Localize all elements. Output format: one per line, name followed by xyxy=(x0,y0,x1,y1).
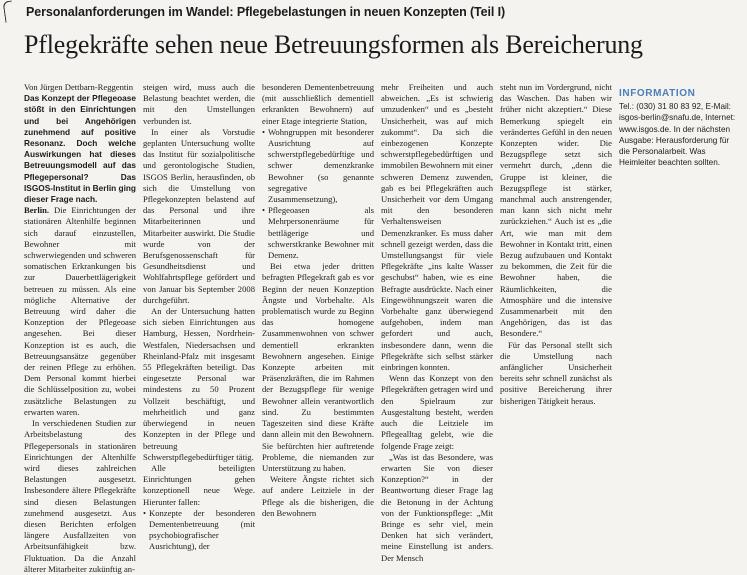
paragraph: steht nun im Vordergrund, nicht das Waschen. Das haben wir früher nicht akzeptiert.“ Diese Bemerkung spiegelt ein verändertes Gefühl in den neuen Konzepten wider. Die Bezugspflege setzt sich vermehrt durch, „denn die Gruppe ist kleiner, die Bezugspflege ist stärker, manchmal auch anstrengender, man kann sich nicht mehr zurückziehen.“ Auch ist es „die Art, wie man mit dem Bewohner in Kontakt tritt, einen Bezug aufzubauen und Kontakt zu bekommen, die Zeit für die Bewohner haben, die Räumlichkeiten, die Atmosphäre und die intensive Zusammenarbeit mit den Angehörigen, das ist das Besondere.“ xyxy=(500,82,612,339)
paragraph: besonderen Dementenbetreuung (mit ausschließlich dementiell erkrankten Bewohnern) auf einer Etage integrierte Station, xyxy=(262,82,374,126)
list-item: • Konzepte der besonderen Dementenbetreuung (mit psychobiografischer Ausrichtung), der xyxy=(143,508,255,553)
paragraph: Weitere Ängste richtet sich auf andere Leitziele in der Pflege als die bisherigen, die den Bewohnern xyxy=(262,474,374,518)
paragraph: Für das Personal stellt sich die Umstellung nach anfänglicher Unsicherheit bereits sehr schnell zunächst als positive Bereicherung ihrer bisherigen Tätigkeit heraus. xyxy=(500,339,612,406)
list-item: • Pflegeoasen als Mehrpersonenräume für bettlägerige und schwerstkranke Bewohner mit Demenz. xyxy=(262,205,374,261)
info-body: Tel.: (030) 31 80 83 92, E-Mail: isgos-berlin@snafu.de, Internet: www.isgos.de. In der nächsten Ausgabe: Herausforderung für die Personalarbeit. Was Heimleiter beachten sollten. xyxy=(619,102,736,168)
kicker-line: Personalanforderungen im Wandel: Pflegebelastungen in neuen Konzepten (Teil I) xyxy=(26,5,506,19)
list-item: • Wohngruppen mit besonderer Ausrichtung auf schwerstpflegebedürftige und schwer demenzkranke Bewohner (so genannte segregative Zusammensetzung), xyxy=(262,127,374,205)
paragraph: mehr Freiheiten und auch abweichen. „Es ist schwierig umzudenken“ und es „besteht Unsicherheit, was auf mich zukommt“. Da sich die einbezogenen Konzepte schwerstpflegebedürftigen und immobilen Bewohnern mit einer schweren Demenz zuwenden, gab es bei Pflegekräften auch Unsicherheit vor dem Umgang mit den besonderen Verhaltensweisen Demenzkranker. Es muss daher schnell gezeigt werden, dass die Umstellungsangst für viele Pflegekräfte „ins kalte Wasser geschubst“ haben, wie es eine Befragte ausdrückte. Nach einer Eingewöhnungszeit waren die Vorbehalte ganz überwiegend aufgehoben, indem man gefordert und auch, insbesondere dann, wenn die Pflegekräfte sich selbst stärker einbringen konnten. xyxy=(381,82,493,373)
column-1 xyxy=(24,82,137,574)
paragraph: In verschiedenen Studien zur Arbeitsbelastung des Pflegepersonals in stationären Einrichtungen der Altenhilfe wird dieses zahlreichen Belastungen ausgesetzt. Insbesondere ältere Pflegekräfte sind diesen Belastungen zunehmend ausgesetzt. Aus diesen Berichten erfolgen längere Ausfallzeiten von Arbeitsunfähigkeit bzw. Fluktuation. Da die Anzahl älterer Mitarbeiter zukünftig an- xyxy=(24,418,136,574)
bullet-list xyxy=(262,127,374,261)
paragraph: Bei etwa jeder dritten befragten Pflegekraft gab es vor Beginn der neuen Konzeption Ängste und Vorbehalte. Als problematisch wurde zu Beginn das homogene Zusammenwohnen von schwer dementiell erkrankten Bewohnern angesehen. Einige Konzepte arbeiten mit Präsenzkräften, die im Rahmen der Bezugspflege für wenige Bewohner allein verantwortlich sind. Zu bestimmten Tageszeiten sind diese Kräfte dann allein mit den Bewohnern. Sie befürchten hier auftretende Probleme, die niemanden zur Unterstützung zu haben. xyxy=(262,261,374,473)
column-4 xyxy=(381,82,493,563)
page-title: Pflegekräfte sehen neue Betreuungsformen als Bereicherung xyxy=(24,30,643,59)
info-box xyxy=(619,88,739,168)
dateline: Berlin. xyxy=(24,205,50,216)
column-2 xyxy=(143,82,255,552)
bullet-list xyxy=(143,508,255,553)
column-5 xyxy=(500,82,612,514)
paragraph: „Was ist das Besondere, was erwarten Sie von dieser Konzeption?“ in der Beantwortung dieser Frage lag die Betonung in der Achtung von der Funktionspflege: „Mit Bringe es sehr viel, mein Denken hat sich verändert, meine Einstellung ist anders. Der Mensch xyxy=(381,451,493,563)
byline: Von Jürgen Dettbarn-Reggentin xyxy=(24,82,133,92)
paragraph: steigen wird, muss auch die Belastung beachtet werden, die mit den Umstellungen verbunden ist. xyxy=(143,82,255,126)
info-title: INFORMATION xyxy=(619,88,696,99)
paragraph: An der Untersuchung hatten sich sieben Einrichtungen aus Hamburg, Hessen, Nordrhein-Westfalen, Niedersachsen und Rheinland-Pfalz mit insgesamt 55 Pflegekräften beteiligt. Das eingesetzte Personal war mindestens zu 50 Prozent Vollzeit beschäftigt, und mehrheitlich und ganz überwiegend in neuen Konzepten in der Pflege und betreuung Schwerstpflegebedürftiger tätig. xyxy=(143,306,255,462)
paragraph-text: Die Einrichtungen der stationären Altenhilfe beginnen sich darauf einzustellen, Bewohner mit schwerwiegenden und schweren somatischen Erkrankungen bis zur Dauerbettlägerigkeit betreuen zu müssen. Als eine mögliche Alternative der Betreuung wird daher die Konzeption der Pflegeoase angesehen. Bei dieser Konzeption ist es auch, die Betreuungsansätze gegenüber der reinen Pflege zu erhöhen. Dem Personal kommt hierbei die Schlüsselposition zu, wobei zusätzliche Belastungen zu erwarten waren. xyxy=(24,205,136,417)
paragraph: In einer als Vorstudie geplanten Untersuchung wollte das Institut für sozialpolitische und gerontologische Studien, ISGOS Berlin, herausfinden, ob sich die Umstellung von Pflegekonzepten belastend auf das Personal und ihre Mitarbeiterinnen und Mitarbeiter auswirkt. Die Studie wurde von der Berufsgenossenschaft für Gesundheitsdienst und Wohlfahrtspflege gefördert und von Januar bis September 2008 durchgeführt. xyxy=(143,126,255,305)
paragraph: Wenn das Konzept von den Pflegekräften getragen wird und den Spielraum zur Ausgestaltung besteht, werden auch die Leitziele im Pflegealltag gelebt, wie die folgende Frage zeigt: xyxy=(381,373,493,451)
column-6 xyxy=(619,82,739,514)
paragraph: Alle beteiligten Einrichtungen gehen konzeptionell neue Wege. Hierunter fallen: xyxy=(143,462,255,507)
lead-paragraph: Das Konzept der Pflegeoase stößt in den Einrichtungen und bei Angehörigen zunehmend auf positive Resonanz. Doch welche Auswirkungen hat dieses Betreuungsmodell auf das Pflegepersonal? Das ISGOS-Institut in Berlin ging dieser Frage nach. xyxy=(24,93,137,205)
column-3 xyxy=(262,82,374,518)
paragraph xyxy=(24,205,136,418)
